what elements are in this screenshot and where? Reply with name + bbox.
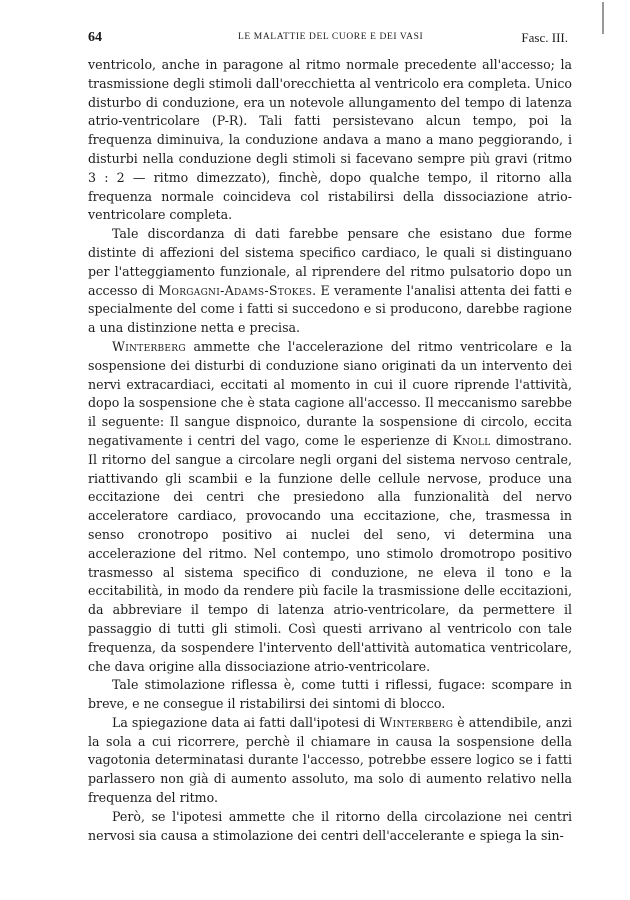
running-title: LE MALATTIE DEL CUORE E DEI VASI bbox=[238, 32, 424, 42]
body-text bbox=[88, 56, 572, 845]
text-run: ventricolo, anche in paragone al ritmo normale precedente all'accesso; la trasmissione degli stimoli dall'orecchietta al ventricolo era completa. Unico disturbo di conduzione, era un notevole allungamento del tempo di latenza atrio-ventricolare (P-R). Tali fatti persistevano alcun tempo, poi la frequenza diminuiva, la conduzione andava a mano a mano peggiorando, i disturbi nella conduzione degli stimoli si facevano sempre più gravi (ritmo 3 : 2 — ritmo dimezzato), finchè, dopo qualche tempo, il ritorno alla frequenza normale coincideva col ristabilirsi della dissociazione atrio-ventricolare completa. bbox=[88, 57, 573, 223]
paragraph bbox=[88, 714, 572, 808]
author-name: Winterberg bbox=[112, 338, 186, 354]
scan-edge-mark bbox=[598, 0, 608, 36]
text-run: ammette che l'accelerazione del ritmo ventricolare e la sospensione dei disturbi di conduzione siano originati da un intervento dei nervi extracardiaci, eccitati al momento in cui il cuore riprende l'attività, dopo la sospensione che è stata cagione all'accesso. Il meccanismo sarebbe il seguente: Il sangue dispnoico, durante la sospensione di circolo, eccita negativamente i centri del vago, come le esperienze di bbox=[88, 338, 572, 448]
text-run: . E veramente l'analisi attenta dei fatti e specialmente del come i fatti si succedono e si producono, darebbe ragione a una distinzione netta e precisa. bbox=[88, 282, 573, 336]
text-run: Però, se l'ipotesi ammette che il ritorno della circolazione nei centri nervosi sia causa a stimolazione dei centri dell'accelerante e spiega la sin- bbox=[88, 808, 572, 843]
paragraph bbox=[88, 338, 572, 676]
author-name: Morgagni-Adams-Stokes bbox=[158, 282, 313, 298]
text-run: Tale stimolazione riflessa è, come tutti i riflessi, fugace: scompare in breve, e ne consegue il ristabilirsi dei sintomi di blocco. bbox=[88, 677, 572, 712]
paragraph bbox=[88, 808, 572, 846]
text-run: Tale discordanza di dati farebbe pensare che esistano due forme distinte di affezioni del sistema specifico cardiaco, le quali si distinguano per l'atteggiamento funzionale, al riprendere del ritmo pulsatorio dopo un accesso di bbox=[88, 226, 572, 298]
paragraph bbox=[88, 225, 572, 338]
text-run: dimostrano. Il ritorno del sangue a circolare negli organi del sistema nervoso centrale, riattivando gli scambii e la funzione delle cellule nervose, produce una eccitazione dei centri che presiedono alla funzionalità del nervo acceleratore cardiaco, provocando una eccitazione, che, trasmessa in senso cronotropo positivo ai nuclei del seno, vi determina una accelerazione del ritmo. Nel contempo, uno stimolo dromotropo positivo trasmesso al sistema specifico di conduzione, ne eleva il tono e la eccitabilità, in modo da rendere più facile la trasmissione delle eccitazioni, da abbreviare il tempo di latenza atrio-ventricolare, da permettere il passaggio di tutti gli stimoli. Così questi arrivano al ventricolo con tale frequenza, da sospendere l'intervento dell'attività automatica ventricolare, che dava origine alla dissociazione atrio-ventricolare. bbox=[88, 432, 572, 674]
author-name: Knoll bbox=[452, 432, 491, 448]
paragraph bbox=[88, 676, 572, 714]
text-run: La spiegazione data ai fatti dall'ipotesi di bbox=[112, 714, 380, 730]
author-name: Winterberg bbox=[379, 714, 454, 730]
paragraph bbox=[88, 56, 572, 225]
page-header bbox=[88, 30, 568, 48]
page-number: 64 bbox=[88, 30, 102, 45]
text-run: è attendibile, anzi la sola a cui ricorrere, perchè il chiamare in causa la sospensione della vagotonia determinatasi durante l'accesso, potrebbe essere logico se i fatti parlassero non già di aumento assoluto, ma solo di aumento relativo nella frequenza del ritmo. bbox=[88, 714, 572, 806]
fascicle-label: Fasc. III. bbox=[521, 30, 568, 45]
